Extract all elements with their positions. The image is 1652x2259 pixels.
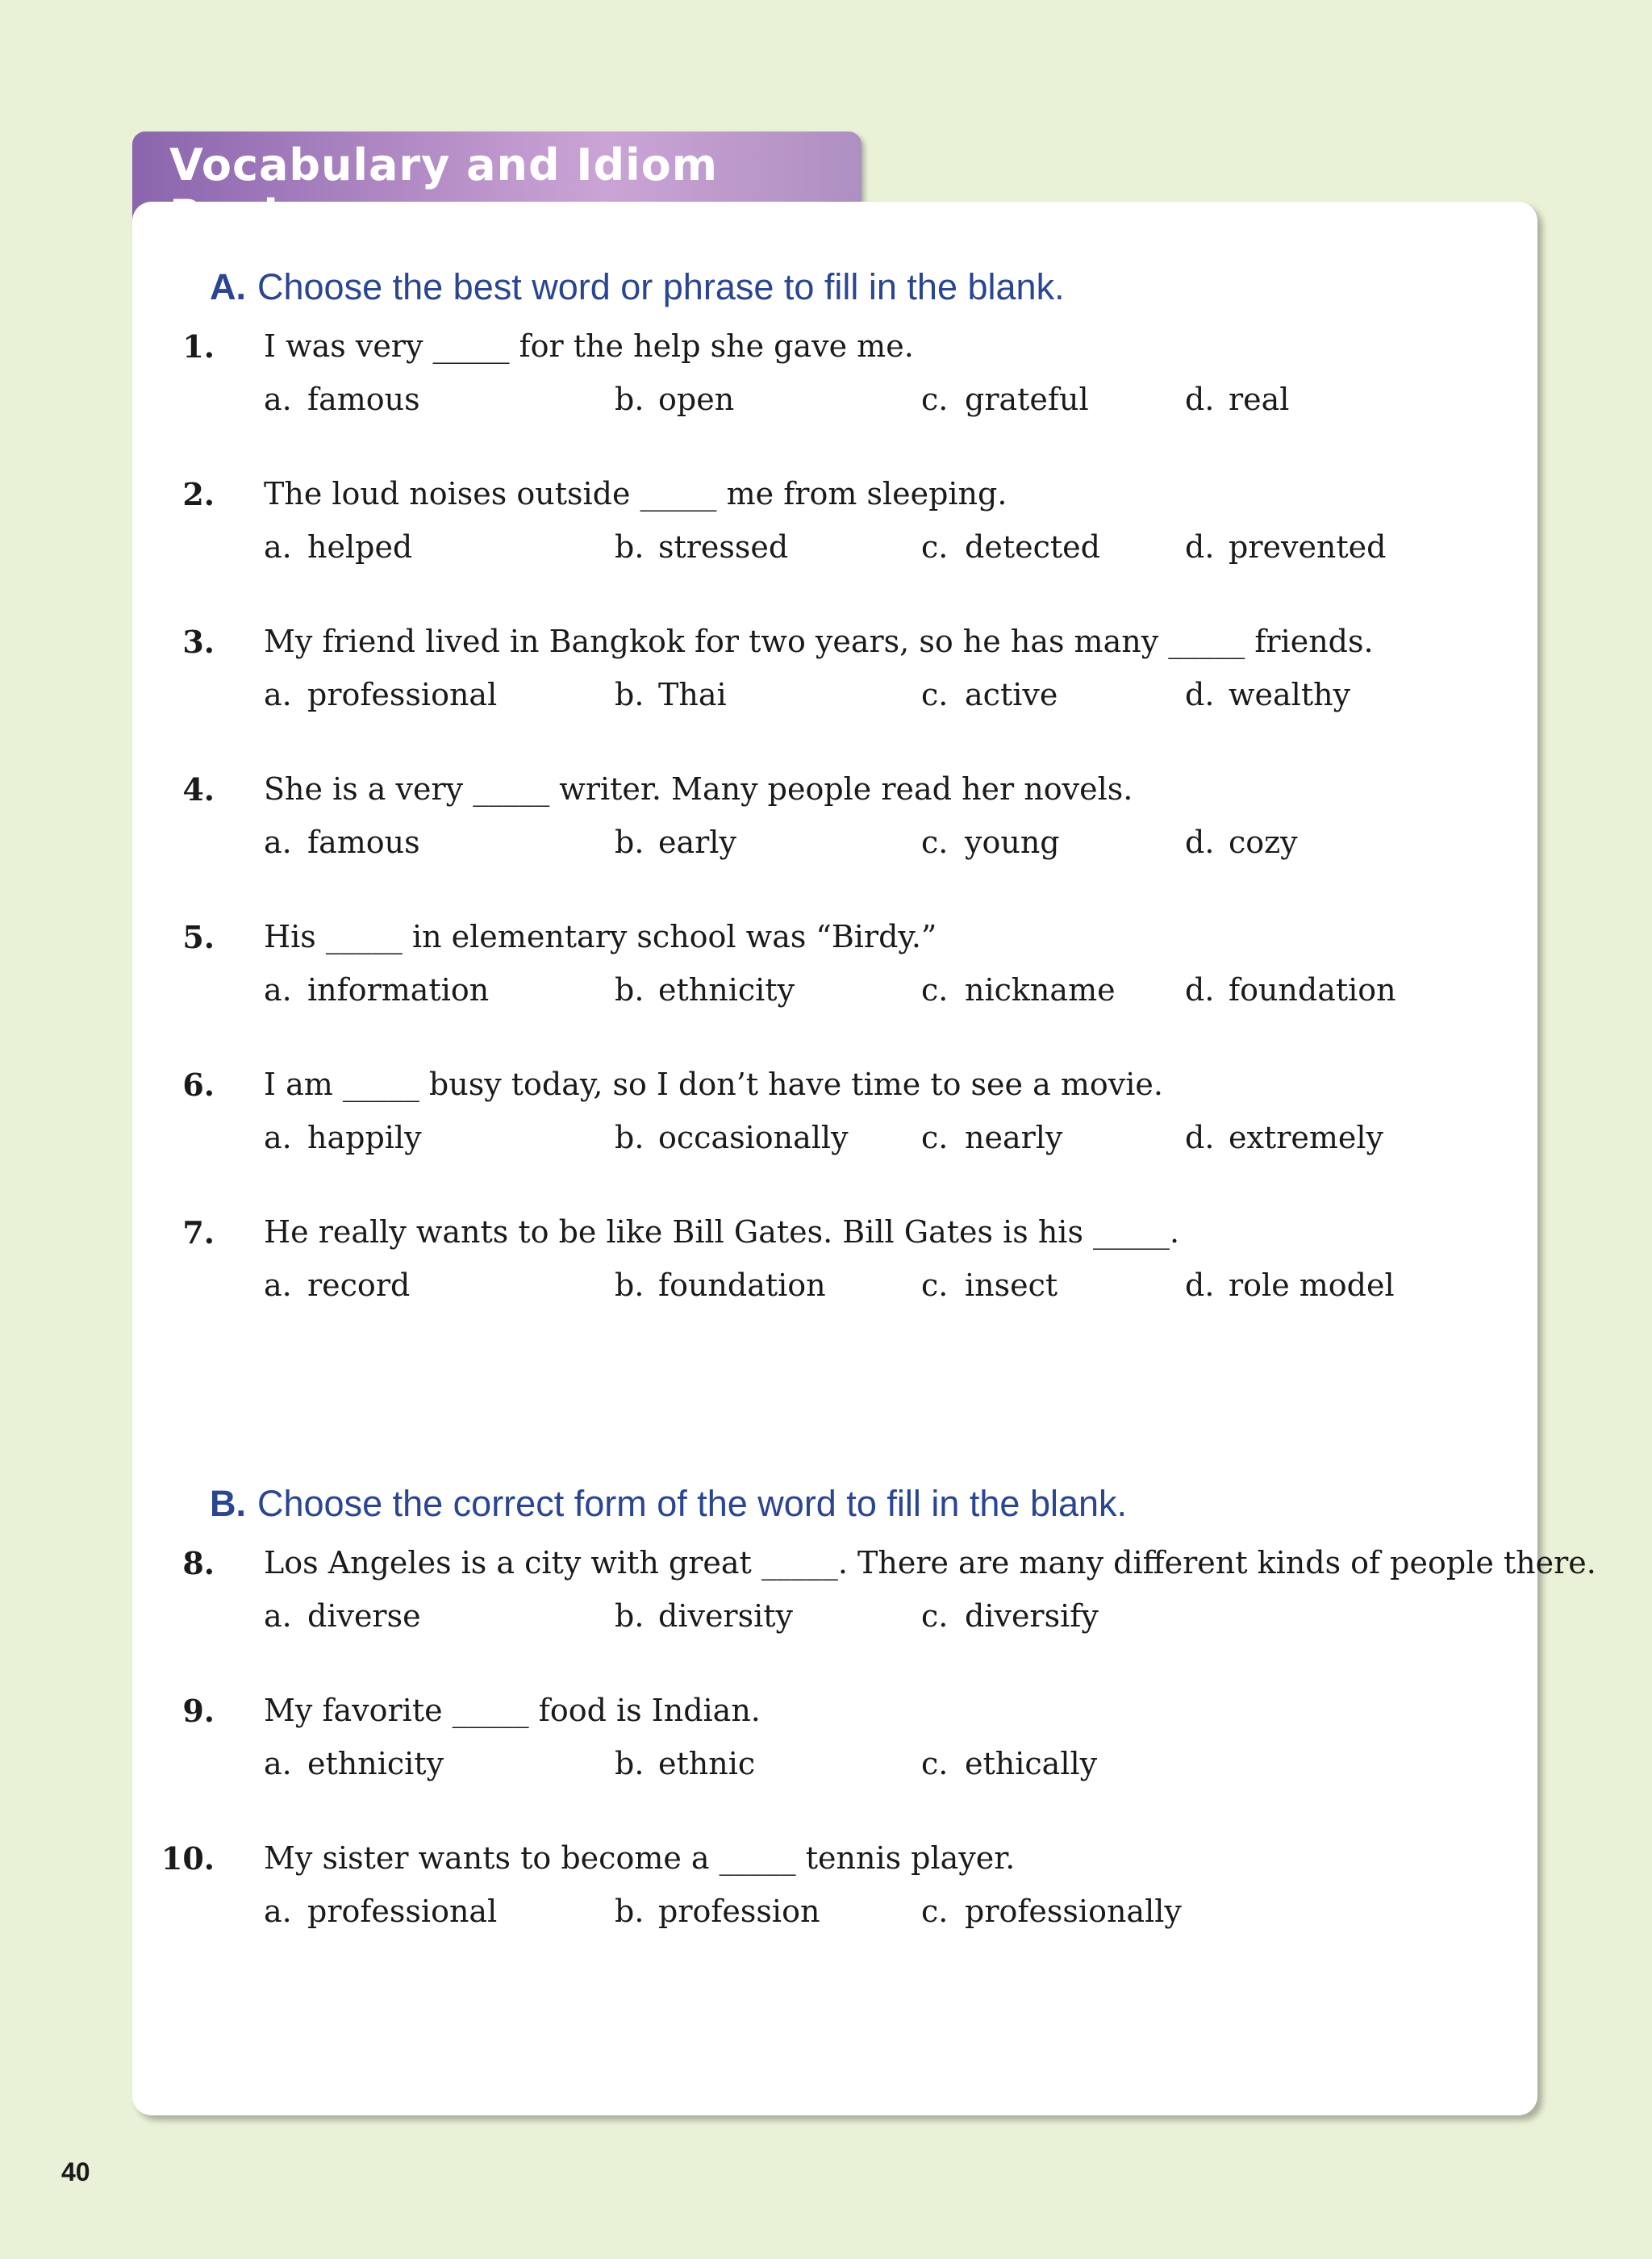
option-text: role model <box>1229 1267 1395 1303</box>
answer-option[interactable] <box>615 382 734 417</box>
answer-option[interactable] <box>264 825 420 860</box>
answer-option[interactable] <box>615 1894 820 1929</box>
option-letter: c. <box>921 529 949 565</box>
option-text: diversify <box>965 1598 1099 1634</box>
answer-option[interactable] <box>615 529 788 565</box>
option-text: stressed <box>658 529 789 565</box>
option-text: nickname <box>965 972 1116 1008</box>
answer-option[interactable] <box>264 1746 444 1781</box>
option-text: wealthy <box>1229 677 1351 712</box>
option-letter: a. <box>264 1894 292 1929</box>
question-number: 3. <box>182 624 215 660</box>
option-letter: a. <box>264 1267 292 1303</box>
answer-option[interactable] <box>921 1598 1099 1634</box>
answer-option[interactable] <box>615 677 727 712</box>
option-letter: c. <box>921 1894 949 1929</box>
option-letter: a. <box>264 382 292 417</box>
option-letter: b. <box>615 677 645 712</box>
answer-option[interactable] <box>615 972 795 1008</box>
question-number: 5. <box>182 919 215 955</box>
option-letter: d. <box>1185 1120 1215 1155</box>
option-text: nearly <box>965 1120 1063 1155</box>
question-row <box>132 476 1537 565</box>
question-text: She is a very _____ writer. Many people read her novels. <box>264 771 1133 807</box>
option-text: diverse <box>307 1598 421 1634</box>
option-text: cozy <box>1229 825 1298 860</box>
answer-option[interactable] <box>1185 529 1387 565</box>
option-text: foundation <box>658 1267 826 1303</box>
option-letter: a. <box>264 529 292 565</box>
option-letter: a. <box>264 972 292 1008</box>
answer-option[interactable] <box>921 1746 1097 1781</box>
option-letter: d. <box>1185 382 1215 417</box>
option-text: young <box>965 825 1060 860</box>
option-text: open <box>658 382 735 417</box>
option-letter: b. <box>615 1894 645 1929</box>
answer-option[interactable] <box>264 529 412 565</box>
answer-option[interactable] <box>1185 382 1289 417</box>
question-text: I am _____ busy today, so I don’t have time to see a movie. <box>264 1067 1163 1102</box>
option-letter: b. <box>615 529 645 565</box>
answer-option[interactable] <box>264 1598 421 1634</box>
option-text: real <box>1229 382 1290 417</box>
option-letter: c. <box>921 382 949 417</box>
option-letter: b. <box>615 972 645 1008</box>
answer-option[interactable] <box>1185 972 1396 1008</box>
option-text: grateful <box>965 382 1089 417</box>
question-row <box>132 771 1537 860</box>
section-a-heading <box>210 266 1065 308</box>
answer-option[interactable] <box>615 1598 793 1634</box>
option-letter: b. <box>615 1598 645 1634</box>
section-a-instruction: Choose the best word or phrase to fill in the blank. <box>257 266 1065 307</box>
option-text: prevented <box>1229 529 1387 565</box>
question-text: He really wants to be like Bill Gates. Bill Gates is his _____. <box>264 1214 1180 1250</box>
answer-option[interactable] <box>1185 1267 1395 1303</box>
question-number: 6. <box>182 1067 215 1103</box>
option-letter: c. <box>921 1267 949 1303</box>
question-text: Los Angeles is a city with great _____. There are many different kinds of people there. <box>264 1545 1596 1580</box>
question-number: 7. <box>182 1214 215 1251</box>
option-text: Thai <box>658 677 727 712</box>
option-text: extremely <box>1229 1120 1383 1155</box>
answer-option[interactable] <box>1185 1120 1383 1155</box>
option-text: professional <box>307 1894 498 1929</box>
section-b-letter: B. <box>210 1483 246 1524</box>
option-letter: d. <box>1185 825 1215 860</box>
option-letter: a. <box>264 1120 292 1155</box>
question-row <box>132 624 1537 712</box>
answer-option[interactable] <box>264 677 497 712</box>
option-letter: c. <box>921 1746 949 1781</box>
answer-option[interactable] <box>264 1120 422 1155</box>
option-letter: c. <box>921 825 949 860</box>
section-a-letter: A. <box>210 266 246 307</box>
option-letter: d. <box>1185 972 1215 1008</box>
option-text: ethnic <box>658 1746 756 1781</box>
question-row <box>132 1840 1537 1929</box>
exercise-card <box>132 202 1596 2115</box>
question-number: 8. <box>182 1545 215 1581</box>
answer-option[interactable] <box>615 1267 826 1303</box>
answer-option[interactable] <box>921 382 1089 417</box>
option-letter: b. <box>615 1267 645 1303</box>
option-text: professionally <box>965 1894 1182 1929</box>
question-row <box>132 1693 1537 1781</box>
answer-option[interactable] <box>1185 677 1350 712</box>
question-row <box>132 1545 1596 1634</box>
option-text: famous <box>307 825 420 860</box>
question-text: My friend lived in Bangkok for two years, so he has many _____ friends. <box>264 624 1374 659</box>
option-text: detected <box>965 529 1100 565</box>
question-number: 10. <box>161 1840 215 1877</box>
option-text: ethnicity <box>658 972 795 1008</box>
answer-option[interactable] <box>615 1120 849 1155</box>
answer-option[interactable] <box>921 1894 1182 1929</box>
option-text: famous <box>307 382 420 417</box>
question-text: I was very _____ for the help she gave me. <box>264 328 914 364</box>
option-text: profession <box>658 1894 820 1929</box>
option-letter: b. <box>615 1120 645 1155</box>
option-letter: a. <box>264 825 292 860</box>
question-row <box>132 1067 1537 1155</box>
option-letter: a. <box>264 677 292 712</box>
option-letter: c. <box>921 677 949 712</box>
answer-option[interactable] <box>264 1267 410 1303</box>
answer-option[interactable] <box>264 382 420 417</box>
option-text: diversity <box>658 1598 793 1634</box>
option-text: foundation <box>1229 972 1396 1008</box>
question-text: His _____ in elementary school was “Birdy.” <box>264 919 937 954</box>
answer-option[interactable] <box>1185 825 1298 860</box>
question-row <box>132 919 1537 1008</box>
question-row <box>132 328 1537 417</box>
answer-option[interactable] <box>921 529 1100 565</box>
answer-option[interactable] <box>264 972 489 1008</box>
answer-option[interactable] <box>615 1746 755 1781</box>
option-letter: b. <box>615 382 645 417</box>
answer-option[interactable] <box>921 1267 1058 1303</box>
option-text: occasionally <box>658 1120 849 1155</box>
question-text: My favorite _____ food is Indian. <box>264 1693 761 1728</box>
option-letter: c. <box>921 972 949 1008</box>
option-letter: a. <box>264 1746 292 1781</box>
section-b-instruction: Choose the correct form of the word to fill in the blank. <box>257 1483 1128 1524</box>
option-text: happily <box>307 1120 422 1155</box>
page-title: Vocabulary and Idiom <box>169 140 719 190</box>
answer-option[interactable] <box>921 677 1058 712</box>
option-text: insect <box>965 1267 1058 1303</box>
option-text: active <box>965 677 1058 712</box>
answer-option[interactable] <box>921 825 1060 860</box>
option-text: helped <box>307 529 413 565</box>
option-text: early <box>658 825 736 860</box>
section-b-heading <box>210 1483 1127 1525</box>
option-text: ethically <box>965 1746 1098 1781</box>
option-text: information <box>307 972 490 1008</box>
question-row <box>132 1214 1537 1303</box>
question-number: 9. <box>182 1693 215 1729</box>
answer-option[interactable] <box>921 1120 1062 1155</box>
answer-option[interactable] <box>615 825 736 860</box>
option-letter: d. <box>1185 1267 1215 1303</box>
question-text: The loud noises outside _____ me from sleeping. <box>264 476 1007 512</box>
page-number: 40 <box>61 2157 90 2186</box>
option-letter: b. <box>615 1746 645 1781</box>
option-letter: b. <box>615 825 645 860</box>
question-number: 1. <box>182 328 215 365</box>
option-letter: c. <box>921 1598 949 1634</box>
question-text: My sister wants to become a _____ tennis player. <box>264 1840 1016 1876</box>
option-letter: a. <box>264 1598 292 1634</box>
option-letter: d. <box>1185 677 1215 712</box>
question-number: 2. <box>182 476 215 512</box>
option-text: professional <box>307 677 498 712</box>
option-text: ethnicity <box>307 1746 444 1781</box>
option-text: record <box>307 1267 411 1303</box>
option-letter: d. <box>1185 529 1215 565</box>
answer-option[interactable] <box>921 972 1116 1008</box>
question-number: 4. <box>182 771 215 808</box>
option-letter: c. <box>921 1120 949 1155</box>
answer-option[interactable] <box>264 1894 497 1929</box>
